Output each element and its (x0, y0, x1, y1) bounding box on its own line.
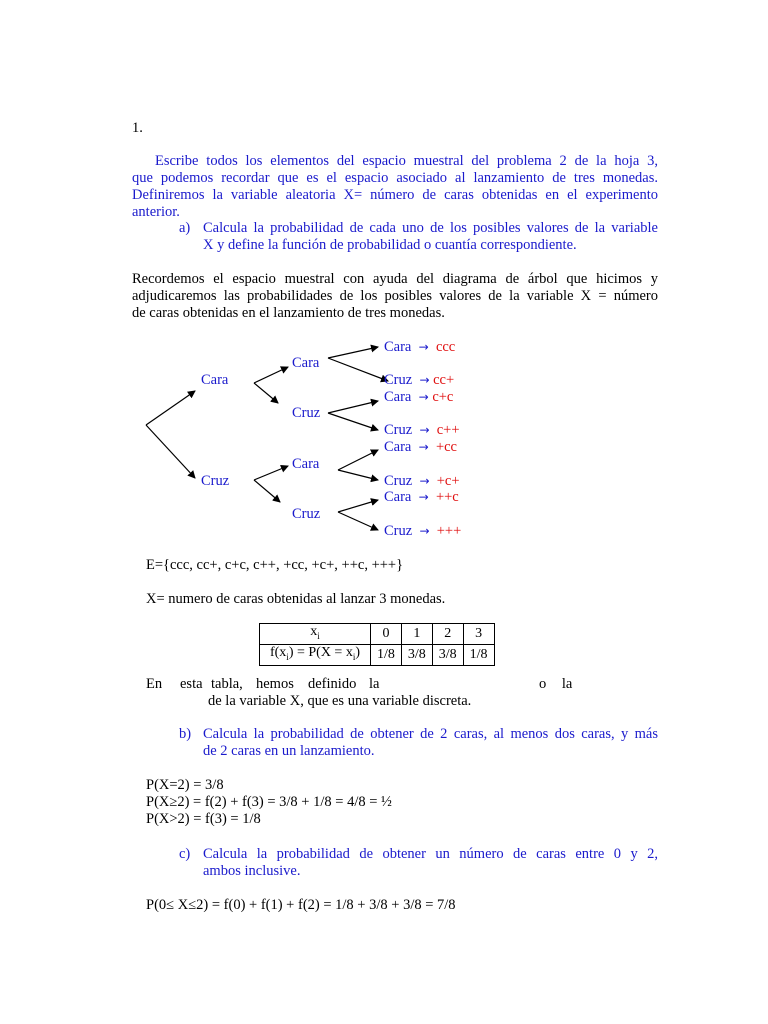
note-line-2: de la variable X, que es una variable discreta. (208, 693, 472, 709)
note-word: En (146, 676, 163, 692)
leaf-outcome: cc+ (433, 372, 455, 388)
leaf-label: Cruz (384, 523, 413, 539)
intro-line-1: Escribe todos los elementos del espacio muestral del problema 2 de la hoja 3, (155, 153, 658, 169)
answer-line-3: de caras obtenidas en el lanzamiento de tres monedas. (132, 305, 445, 321)
table-cell: 3/8 (401, 644, 432, 665)
leaf-outcome: ccc (435, 339, 456, 355)
leaf-label: Cara (384, 489, 412, 505)
note-word: la (369, 676, 380, 692)
answer-b-3: P(X>2) = f(3) = 1/8 (146, 811, 261, 827)
tree-node-l1-cara: Cara (201, 372, 229, 388)
table-cell: 2 (432, 624, 463, 645)
arrow-right-icon: → (419, 373, 430, 387)
table-header-fxi: $f(x_i) = P(X = x_i)$ (260, 644, 371, 665)
arrow-right-icon: → (418, 440, 429, 454)
intro-line-2: que podemos recordar que es el espacio asociado al lanzamiento de tres monedas. (132, 170, 658, 186)
table-cell: 0 (371, 624, 402, 645)
leaf-label: Cruz (384, 422, 413, 438)
sample-space: E={ccc, cc+, c+c, c++, +cc, +c+, ++c, +++} (146, 557, 404, 573)
arrow-right-icon: → (418, 390, 429, 404)
edge-xx-x (338, 512, 378, 530)
edge-cx-x (328, 413, 378, 430)
part-a-line-2: X y define la función de probabilidad o cuantía correspondiente. (203, 237, 577, 253)
edge-root-cruz (146, 425, 195, 478)
leaf-outcome: ++c (435, 489, 459, 505)
edge-cara-cara (254, 367, 288, 383)
edge-cc-x (328, 358, 388, 381)
tree-node-l2-cruz-2: Cruz (292, 506, 321, 522)
note-word: esta (180, 676, 203, 692)
tree-leaf (384, 339, 455, 356)
arrow-right-icon: → (418, 490, 429, 504)
intro-line-3: Definiremos la variable aleatoria X= número de caras obtenidas en el experimento (132, 187, 658, 203)
part-b-line-2: de 2 caras en un lanzamiento. (203, 743, 375, 759)
table-cell: 1/8 (463, 644, 494, 665)
edge-cx-c (328, 401, 378, 413)
edge-cruz-cara (254, 466, 288, 480)
arrow-right-icon: → (419, 423, 430, 437)
part-b-line-1: Calcula la probabilidad de obtener de 2 caras, al menos dos caras, y más (203, 726, 658, 742)
answer-c: P(0≤ X≤2) = f(0) + f(1) + f(2) = 1/8 + 3/8 + 3/8 = 7/8 (146, 897, 456, 913)
table-cell: 1/8 (371, 644, 402, 665)
leaf-label: Cara (384, 439, 412, 455)
tree-node-l1-cruz: Cruz (201, 473, 230, 489)
leaf-label: Cara (384, 339, 412, 355)
answer-b-1: P(X=2) = 3/8 (146, 777, 224, 793)
edge-cruz-cruz (254, 480, 280, 502)
table-row (260, 644, 495, 665)
tree-node-l2-cara-1: Cara (292, 355, 320, 371)
leaf-outcome: c+c (432, 389, 454, 405)
edge-xx-c (338, 500, 378, 512)
answer-line-1: Recordemos el espacio muestral con ayuda del diagrama de árbol que hicimos y (132, 271, 658, 287)
edge-root-cara (146, 391, 195, 425)
table-cell: 3/8 (432, 644, 463, 665)
arrow-right-icon: → (419, 474, 430, 488)
tree-leaf (384, 372, 454, 389)
note-word: hemos (256, 676, 294, 692)
arrow-right-icon: → (419, 524, 430, 538)
tree-leaf (384, 473, 460, 490)
answer-b-2: P(X≥2) = f(2) + f(3) = 3/8 + 1/8 = 4/8 = ½ (146, 794, 392, 810)
table-row (260, 624, 495, 645)
problem-number: 1. (132, 120, 143, 136)
part-b-marker: b) (179, 726, 192, 742)
arrow-right-icon: → (418, 340, 429, 354)
part-a-line-1: Calcula la probabilidad de cada uno de los posibles valores de la variable (203, 220, 658, 236)
part-a-marker: a) (179, 220, 191, 236)
leaf-outcome: +c+ (436, 473, 460, 489)
leaf-label: Cara (384, 389, 412, 405)
table-header-xi: $x_i$ (260, 624, 371, 645)
answer-line-2: adjudicaremos las probabilidades de los posibles valores de la variable X = número (132, 288, 658, 304)
tree-leaf (384, 422, 460, 439)
tree-leaf (384, 489, 459, 506)
variable-definition: X= numero de caras obtenidas al lanzar 3 monedas. (146, 591, 446, 607)
note-word: definido (308, 676, 357, 692)
tree-leaf (384, 389, 453, 406)
leaf-outcome: +++ (436, 523, 462, 539)
tree-node-l2-cara-2: Cara (292, 456, 320, 472)
table-cell: 1 (401, 624, 432, 645)
leaf-outcome: c++ (436, 422, 460, 438)
edge-cc-c (328, 347, 378, 358)
note-line-1-end: o la (539, 676, 573, 692)
edge-xc-x (338, 470, 378, 480)
tree-leaf (384, 439, 457, 456)
part-c-line-1: Calcula la probabilidad de obtener un número de caras entre 0 y 2, (203, 846, 658, 862)
leaf-label: Cruz (384, 372, 413, 388)
note-word: tabla, (211, 676, 243, 692)
edge-cara-cruz (254, 383, 278, 403)
part-c-line-2: ambos inclusive. (203, 863, 301, 879)
edge-xc-c (338, 450, 378, 470)
part-c-marker: c) (179, 846, 191, 862)
tree-leaf (384, 523, 461, 540)
intro-line-4: anterior. (132, 204, 180, 220)
tree-node-l2-cruz-1: Cruz (292, 405, 321, 421)
table-cell: 3 (463, 624, 494, 645)
leaf-outcome: +cc (435, 439, 457, 455)
probability-table (259, 623, 495, 666)
leaf-label: Cruz (384, 473, 413, 489)
